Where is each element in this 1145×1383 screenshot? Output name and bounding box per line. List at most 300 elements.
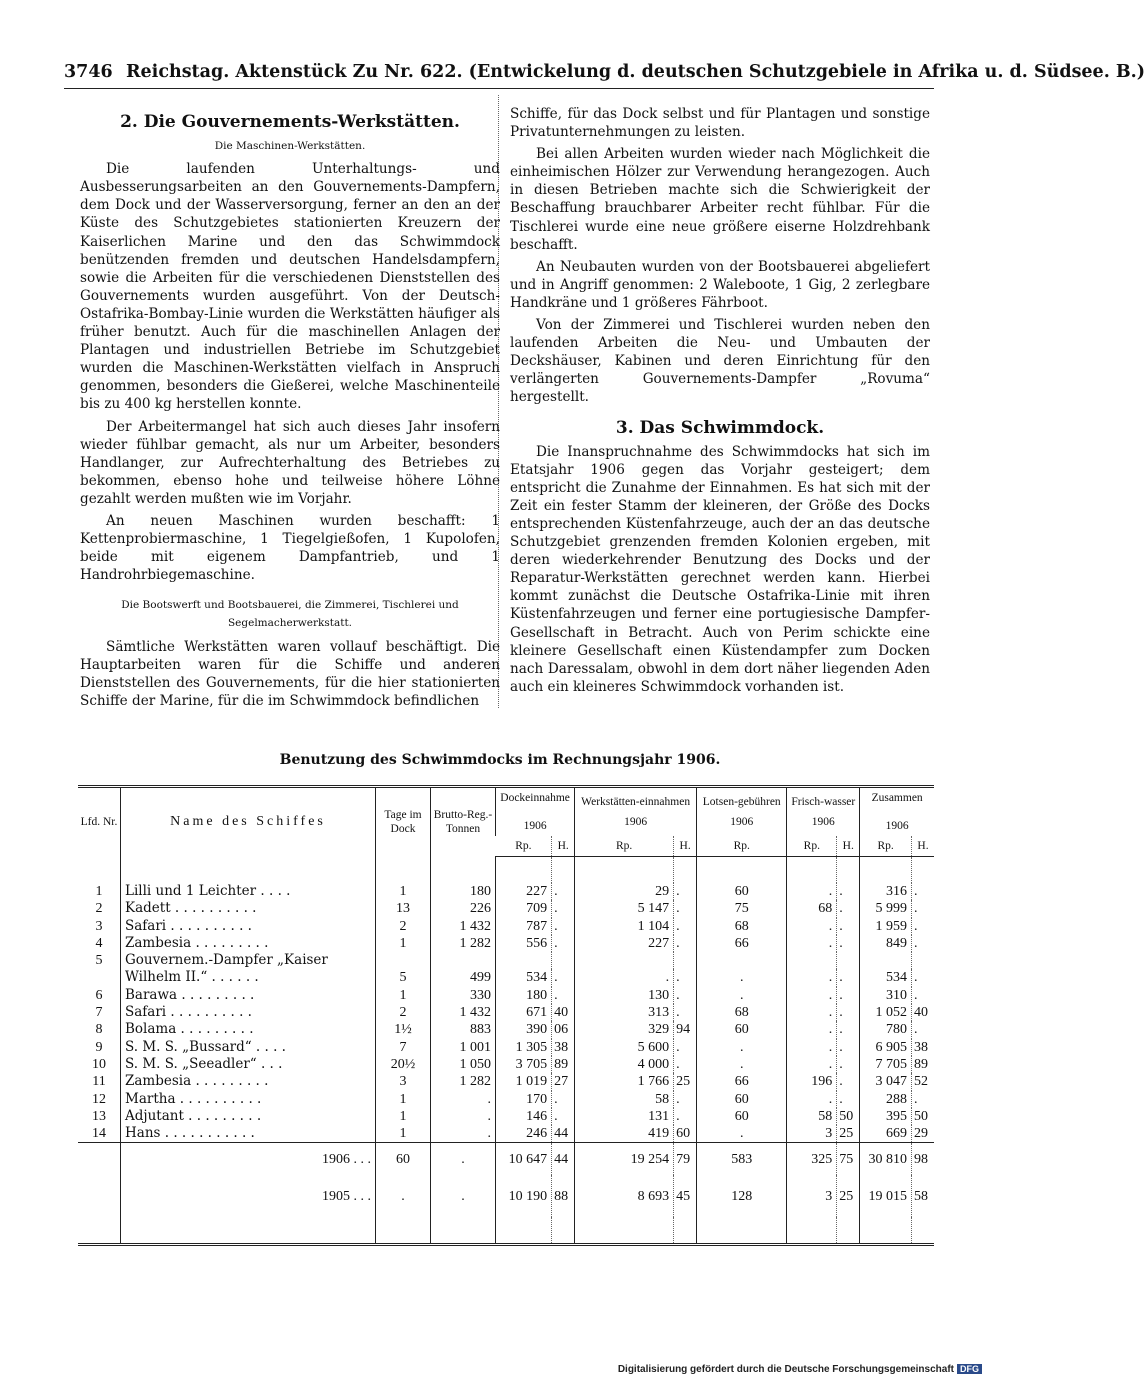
- paragraph: Der Arbeitermangel hat sich auch dieses Jahr insofern wieder fühlbar gemacht, als nur um Arbeiter, besonders Handlanger, zur Aufrechterhaltung des Betriebes zu bekommen, ebenso hohe und teilweise höhere Löhne gezahlt werden mußten wie im Vorjahr.: [80, 418, 500, 507]
- cell-frisch-rp: .: [787, 918, 837, 935]
- cell-dock-h: 44: [552, 1143, 575, 1176]
- cell-frisch-rp: .: [787, 1091, 837, 1108]
- cell-dock-h: .: [552, 918, 575, 935]
- cell-nr: 11: [92, 1074, 106, 1090]
- paragraph: Bei allen Arbeiten wurden wieder nach Möglichkeit die einheimischen Hölzer zur Verwendung herangezogen. Auch in diesen Betrieben machte sich die Schwierigkeit der Beschaffung brauchbarer Arbeiter recht fühlbar. Für die Tischlerei wurde eine neue größere eiserne Holzdrehbank beschafft.: [510, 146, 930, 253]
- spacer-cell: [121, 857, 376, 884]
- paragraph: Die laufenden Unterhaltungs- und Ausbesserungsarbeiten an den Gouvernements-Dampfern, dem Dock und der Wasserversorgung, ferner an den an der Küste des Schutzgebietes stationierten Kreuzern der Kaiserlichen Marine und den das Schwimmdock benützenden fremden und deutschen Handelsdampfern, sowie die Arbeiten für die verschiedenen Dienststellen des Gouvernements wurden ausgeführt. Von der Deutsch-Ostafrika-Bombay-Linie wurden die Werkstätten häufiger als früher benutzt. Auch für die maschinellen Anlagen der Plantagen und industriellen Betriebe im Schutzgebiet wurden die Maschinen-Werkstätten vielfach in Anspruch genommen, besonders die Gießerei, welche Maschinenteile bis zu 400 kg herstellen konnte.: [80, 161, 500, 413]
- unit-rp: Rp.: [860, 836, 912, 857]
- cell-zus-rp: 780: [860, 1021, 912, 1038]
- cell-name: Safari . . . . . . . . . .: [121, 1004, 376, 1021]
- empty-cell: [431, 1217, 496, 1245]
- cell-frisch-rp: .: [787, 1021, 837, 1038]
- cell-name: Kadett . . . . . . . . . .: [121, 900, 376, 917]
- cell-zus-rp: 534: [860, 969, 912, 986]
- cell-nr: 3: [95, 918, 103, 934]
- spacer-cell: [787, 857, 837, 884]
- paragraph: An Neubauten wurden von der Bootsbauerei abgeliefert und in Angriff genommen: 2 Waleboote, 1 Gig, 2 zerlegbare Handkräne und 1 größeres Fährboot.: [510, 258, 930, 311]
- cell-dock-h: .: [552, 969, 575, 986]
- table-row: [78, 1039, 934, 1056]
- cell-brutto: .: [431, 1125, 496, 1143]
- cell-zus-h: .: [912, 969, 935, 986]
- workshop-income-label: Werkstätten-einnahmen: [581, 796, 691, 808]
- col-header-workshop-income: [575, 787, 697, 837]
- footer-text: Digitalisierung gefördert durch die Deutsche Forschungsgemeinschaft: [617, 1364, 954, 1375]
- cell-frisch-h: .: [837, 1021, 860, 1038]
- workshop-income-year: 1906: [624, 816, 648, 828]
- table-row: [78, 1125, 934, 1143]
- cell-name: Bolama . . . . . . . . .: [121, 1021, 376, 1038]
- cell-zus-h: .: [912, 883, 935, 900]
- cell-lotsen: 128: [697, 1175, 787, 1217]
- cell-werk-h: 45: [674, 1175, 697, 1217]
- cell-nr: 7: [95, 1005, 103, 1021]
- cell-werk-rp: .: [575, 969, 674, 986]
- cell-brutto: 883: [431, 1021, 496, 1038]
- cell-zus-h: .: [912, 1021, 935, 1038]
- dfg-logo: DFG: [957, 1364, 982, 1374]
- cell-nr: 1: [95, 884, 103, 899]
- table-bottom-row: [78, 1217, 934, 1245]
- cell-zus-h: 50: [912, 1108, 935, 1125]
- cell-werk-rp: 8 693: [575, 1175, 674, 1217]
- cell-zus-rp: 6 905: [860, 1039, 912, 1056]
- cell-frisch-h: .: [837, 1039, 860, 1056]
- empty-cell: [912, 1217, 935, 1245]
- cell-zus-rp: 849: [860, 935, 912, 952]
- cell-name: S. M. S. „Seeadler“ . . .: [121, 1056, 376, 1073]
- cell-frisch-h: .: [837, 987, 860, 1004]
- cell-zus-h: 58: [912, 1175, 935, 1217]
- cell-frisch-h: 50: [837, 1108, 860, 1125]
- cell-werk-rp: 1 766: [575, 1073, 674, 1090]
- empty-cell: [837, 1217, 860, 1245]
- header-title: Reichstag. Aktenstück Zu Nr. 622. (Entwickelung d. deutschen Schutzgebiele in Afrika u. d. Südsee. B.): [126, 62, 1145, 82]
- cell-dock-rp: 10 647: [496, 1143, 552, 1176]
- cell-tage: 3: [376, 1073, 431, 1090]
- cell-tage: 1: [376, 883, 431, 900]
- cell-dock-rp: 10 190: [496, 1175, 552, 1217]
- cell-werk-h: .: [674, 987, 697, 1004]
- cell-frisch-rp: 68: [787, 900, 837, 917]
- col-header-dock-income: [496, 787, 575, 837]
- cell-nr: 4: [95, 935, 103, 951]
- cell-brutto: .: [431, 1091, 496, 1108]
- empty-cell: [496, 1217, 552, 1245]
- cell-lotsen: 68: [697, 918, 787, 935]
- cell-zus-h: 38: [912, 1039, 935, 1056]
- table-row: [78, 1021, 934, 1038]
- cell-lotsen: .: [697, 987, 787, 1004]
- spacer-cell: [431, 857, 496, 884]
- paragraph: Die Inanspruchnahme des Schwimmdocks hat sich im Etatsjahr 1906 gegen das Vorjahr gesteigert; dem entspricht die Zunahme der Einnahmen. Es hat sich mit der Zeit ein fester Stamm der kleineren, der Größe des Docks entsprechenden Küstenfahrzeuge, auch der an das deutsche Schutzgebiet grenzenden fremden Kolonien ergeben, mit deren wiederkehrender Benutzung des Docks und der Reparatur-Werkstätten gerechnet werden kann. Hierbei kommt zunächst die Deutsche Ostafrika-Linie mit ihren Küstenfahrzeugen und ferner eine portugiesische Dampfer-Gesellschaft in Betracht. Auch von Perim schickte eine kleinere Gesellschaft einen Küstendampfer zum Docken nach Daressalam, obwohl in dem dort näher liegenden Aden auch ein kleineres Schwimmdock vorhanden ist.: [510, 443, 930, 695]
- cell-dock-h: .: [552, 1091, 575, 1108]
- cell-dock-h: 89: [552, 1056, 575, 1073]
- cell-werk-rp: 313: [575, 1004, 674, 1021]
- cell-tage: 20½: [376, 1056, 431, 1073]
- cell-dock-h: 38: [552, 1039, 575, 1056]
- cell-werk-h: .: [674, 969, 697, 986]
- spacer-cell: [552, 857, 575, 884]
- cell-lotsen: .: [697, 1125, 787, 1143]
- empty-cell: [697, 1217, 787, 1245]
- cell-dock-h: [552, 952, 575, 969]
- cell-tage: 2: [376, 1004, 431, 1021]
- table-row: [78, 900, 934, 917]
- table-row: [78, 1073, 934, 1090]
- cell-werk-rp: 419: [575, 1125, 674, 1143]
- subsection-boatyard: Die Bootswerft und Bootsbauerei, die Zimmerei, Tischlerei und Segelmacherwerkstatt.: [121, 599, 459, 630]
- cell-frisch-h: .: [837, 918, 860, 935]
- cell-werk-rp: 1 104: [575, 918, 674, 935]
- cell-name: Martha . . . . . . . . . .: [121, 1091, 376, 1108]
- cell-frisch-rp: .: [787, 1056, 837, 1073]
- cell-zus-rp: 316: [860, 883, 912, 900]
- table-body: [78, 857, 934, 1245]
- cell-frisch-rp: .: [787, 969, 837, 986]
- cell-brutto: 1 282: [431, 935, 496, 952]
- section-title-floating-dock: 3. Das Schwimmdock.: [615, 417, 825, 438]
- cell-brutto: 499: [431, 969, 496, 986]
- right-column: [510, 105, 930, 700]
- cell-zus-rp: 1 052: [860, 1004, 912, 1021]
- cell-lotsen: 583: [697, 1143, 787, 1176]
- cell-werk-rp: [575, 952, 674, 969]
- col-header-name: Name des Schiffes: [121, 787, 376, 857]
- cell-dock-h: .: [552, 900, 575, 917]
- spacer-cell: [837, 857, 860, 884]
- spacer-cell: [912, 857, 935, 884]
- fresh-water-label: Frisch-wasser: [791, 796, 856, 808]
- cell-name: S. M. S. „Bussard“ . . . .: [121, 1039, 376, 1056]
- left-column: [80, 105, 500, 714]
- cell-frisch-rp: 3: [787, 1125, 837, 1143]
- cell-dock-h: 88: [552, 1175, 575, 1217]
- cell-zus-h: 40: [912, 1004, 935, 1021]
- cell-dock-h: 06: [552, 1021, 575, 1038]
- cell-tage: 5: [376, 969, 431, 986]
- page-number: 3746: [64, 62, 113, 82]
- cell-name: Zambesia . . . . . . . . .: [121, 1073, 376, 1090]
- paragraph: Schiffe, für das Dock selbst und für Plantagen und sonstige Privatunternehmungen zu leisten.: [510, 106, 930, 141]
- unit-h: H.: [912, 836, 935, 857]
- cell-werk-h: .: [674, 935, 697, 952]
- cell-werk-h: .: [674, 1056, 697, 1073]
- cell-brutto: 1 282: [431, 1073, 496, 1090]
- cell-nr: 12: [92, 1091, 106, 1107]
- cell-brutto: 1 432: [431, 918, 496, 935]
- cell-zus-rp: 30 810: [860, 1143, 912, 1176]
- cell-nr: 6: [95, 987, 103, 1003]
- cell-frisch-h: .: [837, 1056, 860, 1073]
- cell-label: 1905 . . .: [121, 1175, 376, 1217]
- unit-h: H.: [837, 836, 860, 857]
- cell-frisch-rp: .: [787, 883, 837, 900]
- cell-frisch-h: [837, 952, 860, 969]
- cell-dock-rp: 3 705: [496, 1056, 552, 1073]
- cell-brutto: .: [431, 1108, 496, 1125]
- cell-lotsen: 66: [697, 1073, 787, 1090]
- empty-cell: [121, 1217, 376, 1245]
- cell-frisch-h: .: [837, 935, 860, 952]
- cell-zus-h: .: [912, 935, 935, 952]
- table-row: [78, 1091, 934, 1108]
- cell-lotsen: .: [697, 1056, 787, 1073]
- cell-brutto: 180: [431, 883, 496, 900]
- cell-dock-h: .: [552, 935, 575, 952]
- cell-zus-rp: 310: [860, 987, 912, 1004]
- cell-dock-rp: 246: [496, 1125, 552, 1143]
- cell-werk-rp: 131: [575, 1108, 674, 1125]
- cell-tage: 1: [376, 1108, 431, 1125]
- totals-row: [78, 1175, 934, 1217]
- table-row: [78, 883, 934, 900]
- cell-frisch-rp: [787, 952, 837, 969]
- cell-zus-h: .: [912, 987, 935, 1004]
- table-row: [78, 935, 934, 952]
- cell-werk-rp: 58: [575, 1091, 674, 1108]
- cell-werk-h: .: [674, 1091, 697, 1108]
- empty-cell: [78, 1217, 121, 1245]
- fresh-water-year: 1906: [811, 816, 835, 828]
- cell-nr: [78, 969, 121, 986]
- cell-brutto: 1 001: [431, 1039, 496, 1056]
- cell-dock-rp: 146: [496, 1108, 552, 1125]
- cell-lotsen: 68: [697, 1004, 787, 1021]
- cell-frisch-h: .: [837, 883, 860, 900]
- page-header: [64, 62, 1145, 89]
- spacer-cell: [575, 857, 674, 884]
- cell-dock-h: .: [552, 1108, 575, 1125]
- cell-werk-h: .: [674, 900, 697, 917]
- cell-werk-h: .: [674, 918, 697, 935]
- cell-werk-h: 94: [674, 1021, 697, 1038]
- cell-werk-h: [674, 952, 697, 969]
- cell-zus-h: 89: [912, 1056, 935, 1073]
- cell-brutto: 226: [431, 900, 496, 917]
- col-header-pilot-fees: [697, 787, 787, 837]
- col-header-tonnage: Brutto-Reg.-Tonnen: [431, 787, 496, 857]
- cell-zus-rp: 5 999: [860, 900, 912, 917]
- col-header-nr: Lfd. Nr.: [78, 787, 121, 857]
- unit-rp: Rp.: [787, 836, 837, 857]
- empty-cell: [552, 1217, 575, 1245]
- cell-tage: .: [376, 1175, 431, 1217]
- cell-lotsen: [697, 952, 787, 969]
- cell-frisch-h: .: [837, 1091, 860, 1108]
- cell-werk-rp: 5 600: [575, 1039, 674, 1056]
- dock-usage-table: [78, 785, 934, 1246]
- cell-werk-rp: 227: [575, 935, 674, 952]
- cell-lotsen: .: [697, 1039, 787, 1056]
- cell-frisch-rp: .: [787, 1039, 837, 1056]
- cell-zus-rp: 669: [860, 1125, 912, 1143]
- cell-zus-rp: 288: [860, 1091, 912, 1108]
- cell-lotsen: 60: [697, 1021, 787, 1038]
- empty-cell: [575, 1217, 674, 1245]
- cell-frisch-rp: 58: [787, 1108, 837, 1125]
- cell-brutto: 1 432: [431, 1004, 496, 1021]
- pilot-fees-year: 1906: [730, 816, 754, 828]
- total-year: 1906: [885, 820, 909, 832]
- cell-nr: 2: [95, 901, 103, 917]
- spacer-cell: [496, 857, 552, 884]
- table-row: [78, 969, 934, 986]
- cell-label: 1906 . . .: [121, 1143, 376, 1176]
- cell-dock-rp: 1 019: [496, 1073, 552, 1090]
- cell-zus-rp: 1 959: [860, 918, 912, 935]
- cell-dock-h: .: [552, 883, 575, 900]
- cell-nr: 5: [95, 953, 103, 969]
- cell-brutto: [431, 952, 496, 969]
- dock-income-label: Dockeinnahme: [500, 792, 570, 804]
- cell-werk-h: .: [674, 1108, 697, 1125]
- section-title-workshops: 2. Die Gouvernements-Werkstätten.: [120, 112, 460, 132]
- spacer-cell: [697, 857, 787, 884]
- cell-werk-rp: 130: [575, 987, 674, 1004]
- unit-rp: Rp.: [496, 836, 552, 857]
- spacer-row: [78, 857, 934, 884]
- cell-frisch-h: 75: [837, 1143, 860, 1176]
- cell-frisch-h: .: [837, 969, 860, 986]
- cell-frisch-rp: 196: [787, 1073, 837, 1090]
- cell-zus-h: .: [912, 900, 935, 917]
- cell-dock-h: 40: [552, 1004, 575, 1021]
- cell-brutto: 330: [431, 987, 496, 1004]
- table-row: [78, 987, 934, 1004]
- cell-nr: 13: [92, 1108, 106, 1124]
- cell-zus-rp: 7 705: [860, 1056, 912, 1073]
- cell-werk-rp: 19 254: [575, 1143, 674, 1176]
- cell-frisch-rp: 3: [787, 1175, 837, 1217]
- table-row: [78, 1108, 934, 1125]
- cell-tage: 1: [376, 1091, 431, 1108]
- unit-h: H.: [552, 836, 575, 857]
- cell-werk-h: .: [674, 1039, 697, 1056]
- totals-row: [78, 1143, 934, 1176]
- empty-cell: [860, 1217, 912, 1245]
- pilot-fees-label: Lotsen-gebühren: [702, 796, 781, 808]
- unit-h: H.: [674, 836, 697, 857]
- cell-tage: 7: [376, 1039, 431, 1056]
- cell-dock-rp: 709: [496, 900, 552, 917]
- cell-zus-h: 52: [912, 1073, 935, 1090]
- footer: [618, 1364, 982, 1375]
- empty-cell: [376, 1217, 431, 1245]
- cell-name: Gouvernem.-Dampfer „Kaiser: [121, 952, 376, 969]
- cell-nr: [78, 1143, 121, 1176]
- cell-dock-rp: 534: [496, 969, 552, 986]
- cell-tage: 60: [376, 1143, 431, 1176]
- cell-tage: 13: [376, 900, 431, 917]
- cell-werk-rp: 5 147: [575, 900, 674, 917]
- paragraph: An neuen Maschinen wurden beschafft: 1 Kettenprobiermaschine, 1 Tiegelgießofen, 1 Kupolofen, beide mit eigenem Dampfantrieb, und 1 Handrohrbiegemaschine.: [80, 512, 500, 584]
- cell-dock-rp: 180: [496, 987, 552, 1004]
- cell-werk-rp: 29: [575, 883, 674, 900]
- cell-name: Safari . . . . . . . . . .: [121, 918, 376, 935]
- cell-name: Barawa . . . . . . . . .: [121, 987, 376, 1004]
- table-row: [78, 918, 934, 935]
- cell-dock-rp: 556: [496, 935, 552, 952]
- table-caption: Benutzung des Schwimmdocks im Rechnungsjahr 1906.: [279, 752, 721, 768]
- spacer-cell: [674, 857, 697, 884]
- cell-dock-rp: 390: [496, 1021, 552, 1038]
- dock-income-year: 1906: [523, 820, 547, 832]
- table-row: [78, 952, 934, 969]
- table-row: [78, 1004, 934, 1021]
- cell-dock-rp: 787: [496, 918, 552, 935]
- cell-nr: [78, 1175, 121, 1217]
- cell-zus-h: .: [912, 1091, 935, 1108]
- cell-lotsen: 60: [697, 883, 787, 900]
- cell-zus-h: 98: [912, 1143, 935, 1176]
- cell-frisch-h: .: [837, 1004, 860, 1021]
- cell-frisch-h: 25: [837, 1175, 860, 1217]
- cell-lotsen: 60: [697, 1091, 787, 1108]
- cell-tage: [376, 952, 431, 969]
- cell-tage: 1: [376, 935, 431, 952]
- table-row: [78, 1056, 934, 1073]
- spacer-cell: [376, 857, 431, 884]
- cell-frisch-h: .: [837, 1073, 860, 1090]
- cell-werk-h: .: [674, 883, 697, 900]
- cell-lotsen: 75: [697, 900, 787, 917]
- cell-name: Adjutant . . . . . . . . .: [121, 1108, 376, 1125]
- cell-frisch-h: 25: [837, 1125, 860, 1143]
- col-header-total: [860, 787, 934, 837]
- cell-lotsen: 66: [697, 935, 787, 952]
- cell-dock-rp: 671: [496, 1004, 552, 1021]
- cell-zus-h: .: [912, 918, 935, 935]
- cell-tage: 1½: [376, 1021, 431, 1038]
- unit-rp: Rp.: [697, 836, 787, 857]
- col-header-days: Tage im Dock: [376, 787, 431, 857]
- cell-dock-h: 27: [552, 1073, 575, 1090]
- cell-lotsen: .: [697, 969, 787, 986]
- cell-nr: 8: [95, 1022, 103, 1038]
- empty-cell: [787, 1217, 837, 1245]
- cell-name: Zambesia . . . . . . . . .: [121, 935, 376, 952]
- spacer-cell: [78, 857, 121, 884]
- cell-frisch-rp: .: [787, 1004, 837, 1021]
- cell-zus-rp: 395: [860, 1108, 912, 1125]
- cell-tage: 1: [376, 1125, 431, 1143]
- cell-frisch-rp: 325: [787, 1143, 837, 1176]
- cell-tage: 2: [376, 918, 431, 935]
- cell-nr: 10: [92, 1056, 106, 1072]
- cell-frisch-h: .: [837, 900, 860, 917]
- cell-dock-rp: 170: [496, 1091, 552, 1108]
- cell-nr: 9: [95, 1039, 103, 1055]
- cell-name: Lilli und 1 Leichter . . . .: [121, 883, 376, 900]
- cell-brutto: .: [431, 1175, 496, 1217]
- cell-werk-rp: 329: [575, 1021, 674, 1038]
- cell-zus-rp: 3 047: [860, 1073, 912, 1090]
- cell-frisch-rp: .: [787, 935, 837, 952]
- cell-tage: 1: [376, 987, 431, 1004]
- cell-werk-h: 79: [674, 1143, 697, 1176]
- cell-dock-rp: [496, 952, 552, 969]
- cell-brutto: 1 050: [431, 1056, 496, 1073]
- cell-werk-h: 25: [674, 1073, 697, 1090]
- cell-zus-h: [912, 952, 935, 969]
- cell-name: Wilhelm II.“ . . . . . .: [121, 969, 376, 986]
- cell-dock-h: .: [552, 987, 575, 1004]
- cell-frisch-rp: .: [787, 987, 837, 1004]
- cell-lotsen: 60: [697, 1108, 787, 1125]
- cell-werk-rp: 4 000: [575, 1056, 674, 1073]
- cell-werk-h: 60: [674, 1125, 697, 1143]
